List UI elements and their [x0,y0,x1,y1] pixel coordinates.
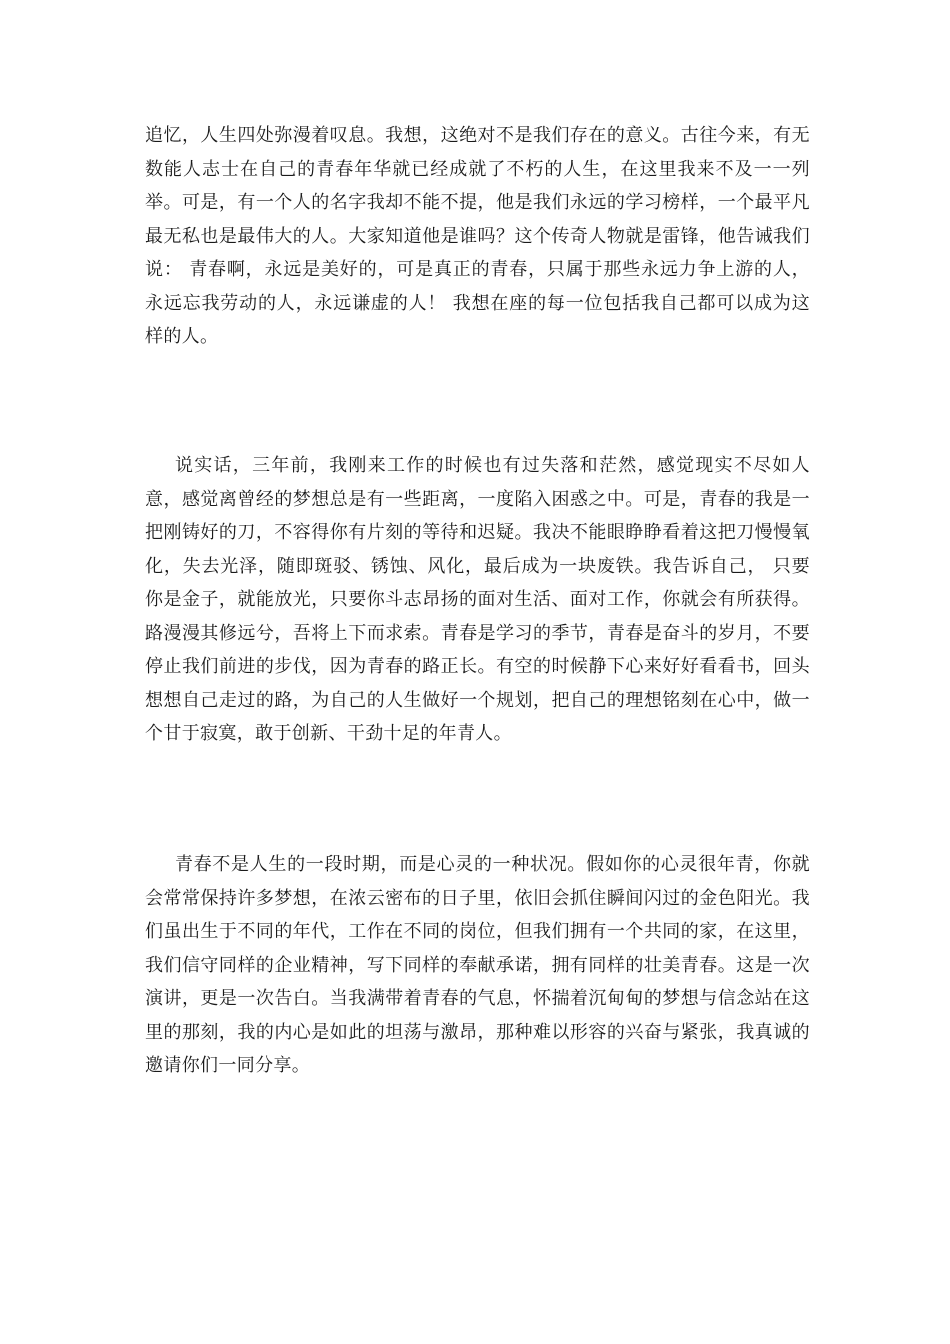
paragraph-3: 青春不是人生的一段时期，而是心灵的一种状况。假如你的心灵很年青，你就会常常保持许多梦想，在浓云密布的日子里，依旧会抓住瞬间闪过的金色阳光。我们虽出生于不同的年代，工作在不同的岗位，但我们拥有一个共同的家，在这里，我们信守同样的企业精神，写下同样的奉献承诺，拥有同样的壮美青春。这是一次演讲，更是一次告白。当我满带着青春的气息，怀揣着沉甸甸的梦想与信念站在这里的那刻，我的内心是如此的坦荡与激昂，那种难以形容的兴奋与紧张，我真诚的邀请你们一同分享。 [145,854,810,1076]
paragraph-2: 说实话，三年前，我刚来工作的时候也有过失落和茫然，感觉现实不尽如人意，感觉离曾经的梦想总是有一些距离，一度陷入困惑之中。可是，青春的我是一把刚铸好的刀，不容得你有片刻的等待和迟疑。我决不能眼睁睁看着这把刀慢慢氧化，失去光泽，随即斑驳、锈蚀、风化，最后成为一块废铁。我告诉自己， 只要你是金子，就能放光，只要你斗志昂扬的面对生活、面对工作，你就会有所获得。 路漫漫其修远兮，吾将上下而求索。青春是学习的季节，青春是奋斗的岁月，不要停止我们前进的步伐，因为青春的路正长。有空的时候静下心来好好看看书，回头想想自己走过的路，为自己的人生做好一个规划，把自己的理想铭刻在心中，做一个甘于寂寞，敢于创新、干劲十足的年青人。 [145,455,810,744]
paragraph-1: 追忆，人生四处弥漫着叹息。我想，这绝对不是我们存在的意义。古往今来，有无数能人志士在自己的青春年华就已经成就了不朽的人生，在这里我来不及一一列举。可是，有一个人的名字我却不能不提，他是我们永远的学习榜样，一个最平凡最无私也是最伟大的人。大家知道他是谁吗？这个传奇人物就是雷锋，他告诫我们说： 青春啊，永远是美好的，可是真正的青春，只属于那些永远力争上游的人，永远忘我劳动的人，永远谦虚的人！ 我想在座的每一位包括我自己都可以成为这样的人。 [145,125,810,347]
